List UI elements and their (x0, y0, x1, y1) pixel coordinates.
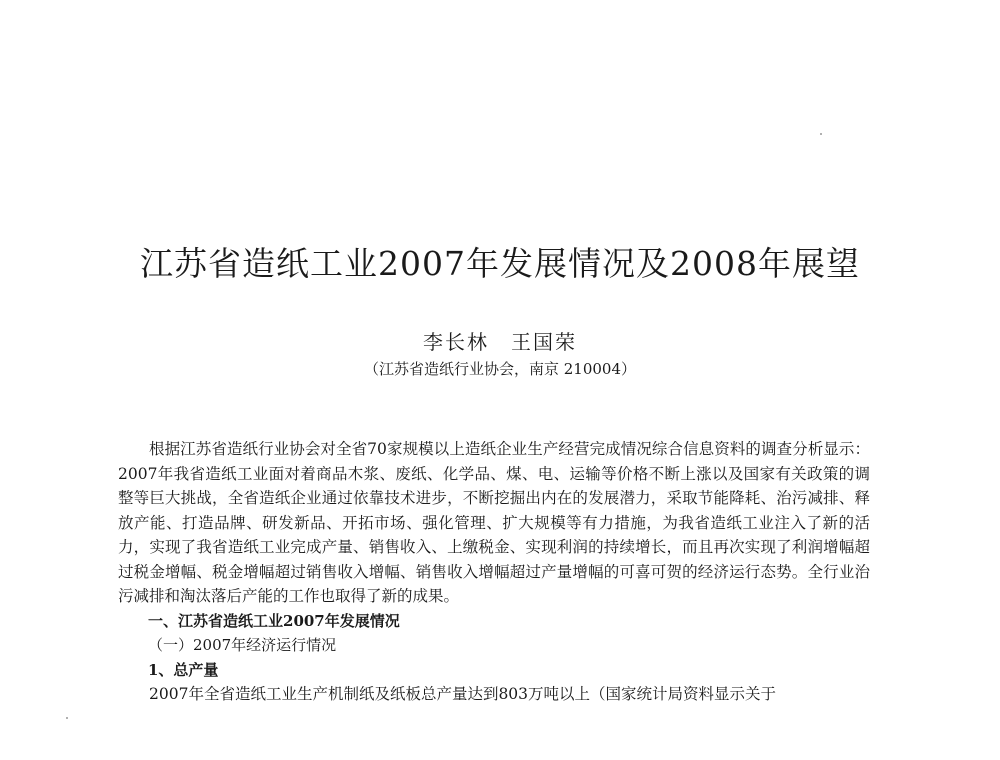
intro-paragraph: 根据江苏省造纸行业协会对全省70家规模以上造纸企业生产经营完成情况综合信息资料的调查分析显示：2007年我省造纸工业面对着商品木浆、废纸、化学品、煤、电、运输等价格不断上涨以及国家有关政策的调整等巨大挑战，全省造纸企业通过依靠技术进步，不断挖掘出内在的发展潜力，采取节能降耗、治污减排、释放产能、打造品牌、研发新品、开拓市场、强化管理、扩大规模等有力措施，为我省造纸工业注入了新的活力，实现了我省造纸工业完成产量、销售收入、上缴税金、实现利润的持续增长，而且再次实现了利润增幅超过税金增幅、税金增幅超过销售收入增幅、销售收入增幅超过产量增幅的可喜可贺的经济运行态势。全行业治污减排和淘汰落后产能的工作也取得了新的成果。 (118, 440, 870, 605)
paper-body (118, 437, 870, 707)
subsection-heading: （一）2007年经济运行情况 (148, 636, 337, 654)
item-heading: 1、总产量 (148, 660, 219, 679)
paper-authors: 李长林 王国荣 (423, 330, 577, 354)
section-heading: 一、江苏省造纸工业2007年发展情况 (148, 611, 400, 630)
body-partial-line: 2007年全省造纸工业生产机制纸及纸板总产量达到803万吨以上（国家统计局资料显示关于 (149, 685, 777, 703)
scan-speck (820, 133, 822, 135)
paper-title: 江苏省造纸工业2007年发展情况及2008年展望 (140, 244, 860, 283)
paper-affiliation: （江苏省造纸行业协会，南京 210004） (363, 360, 637, 378)
scan-speck (66, 717, 68, 719)
